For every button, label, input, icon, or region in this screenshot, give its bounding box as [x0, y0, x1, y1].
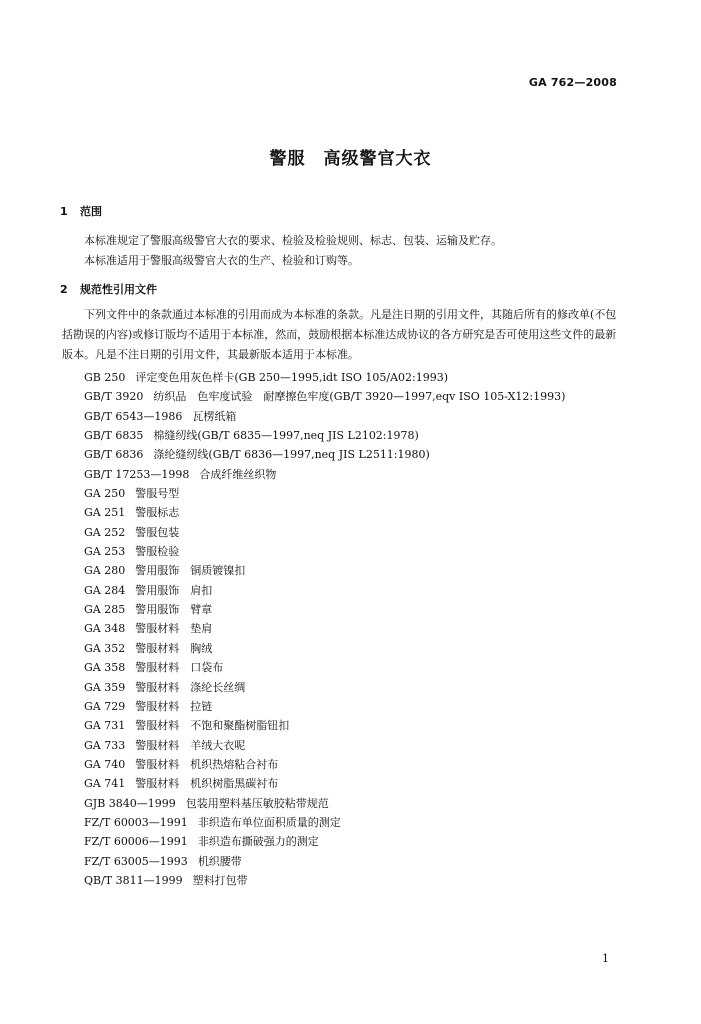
section-2-title: 规范性引用文件 [80, 283, 157, 296]
section-2-intro: 下列文件中的条款通过本标准的引用而成为本标准的条款。凡是注日期的引用文件，其随后所有的修改单(不包括勘误的内容)或修订版均不适用于本标准，然而，鼓励根据本标准达成协议的各方研究是否可使用这些文件的最新版本。凡是不注日期的引用文件，其最新版本适用于本标准。 [62, 308, 617, 361]
reference-code: GB/T 6836 [84, 448, 144, 462]
reference-code: GA 729 [84, 699, 126, 713]
reference-code: GB/T 6543—1986 [84, 409, 183, 423]
reference-item [84, 794, 565, 813]
reference-title: 警服包装 [135, 525, 180, 539]
reference-title: 警用服饰 臂章 [135, 603, 213, 617]
reference-code: QB/T 3811—1999 [84, 873, 183, 887]
reference-item [84, 678, 565, 697]
reference-item [84, 407, 565, 426]
reference-item [84, 503, 565, 522]
reference-code: GA 252 [84, 525, 126, 539]
reference-title: 警服材料 胸绒 [135, 641, 213, 655]
reference-title: 警服标志 [135, 506, 180, 520]
reference-item [84, 561, 565, 580]
reference-item [84, 813, 565, 832]
reference-title: 非织造布单位面积质量的测定 [197, 815, 341, 829]
reference-title: 警服材料 不饱和聚酯树脂钮扣 [135, 719, 290, 733]
reference-title: 瓦楞纸箱 [192, 409, 237, 423]
reference-code: GA 253 [84, 545, 126, 559]
reference-code: GA 284 [84, 583, 126, 597]
reference-item [84, 716, 565, 735]
reference-title: 警服材料 涤纶长丝绸 [135, 680, 246, 694]
reference-title: 警服检验 [135, 545, 180, 559]
reference-code: GA 250 [84, 487, 126, 501]
reference-code: FZ/T 63005—1993 [84, 854, 188, 868]
section-1-line-1: 本标准规定了警服高级警官大衣的要求、检验及检验规则、标志、包装、运输及贮存。 [84, 234, 502, 247]
page-number: 1 [602, 952, 609, 965]
reference-item [84, 736, 565, 755]
reference-title: 警服号型 [135, 487, 180, 501]
reference-code: GJB 3840—1999 [84, 796, 176, 810]
reference-code: GA 358 [84, 661, 126, 675]
reference-item [84, 619, 565, 638]
section-1-title: 范围 [80, 205, 102, 218]
reference-title: 警用服饰 铜质镀镍扣 [135, 564, 246, 578]
section-2-number: 2 [60, 283, 68, 296]
reference-title: 棉缝纫线(GB/T 6835—1997,neq JIS L2102:1978) [153, 429, 419, 443]
reference-item [84, 387, 565, 406]
reference-item [84, 852, 565, 871]
reference-code: GB/T 17253—1998 [84, 467, 190, 481]
reference-item [84, 368, 565, 387]
reference-code: GA 251 [84, 506, 126, 520]
reference-code: GA 285 [84, 603, 126, 617]
reference-title: 警服材料 拉链 [135, 699, 213, 713]
reference-title: 警用服饰 肩扣 [135, 583, 213, 597]
reference-item [84, 542, 565, 561]
reference-code: GB/T 3920 [84, 390, 144, 404]
reference-code: GA 741 [84, 777, 126, 791]
reference-title: 纺织品 色牢度试验 耐摩擦色牢度(GB/T 3920—1997,eqv ISO 105-X12:1993) [153, 390, 566, 404]
section-1-line-2: 本标准适用于警服高级警官大衣的生产、检验和订购等。 [84, 254, 359, 267]
section-1-heading [60, 203, 102, 219]
reference-item [84, 523, 565, 542]
reference-item [84, 871, 565, 890]
reference-item [84, 639, 565, 658]
reference-code: GA 348 [84, 622, 126, 636]
reference-item [84, 426, 565, 445]
reference-code: GA 731 [84, 719, 126, 733]
reference-title: 机织腰带 [197, 854, 242, 868]
reference-code: FZ/T 60006—1991 [84, 835, 188, 849]
reference-list [84, 368, 565, 890]
reference-item [84, 484, 565, 503]
reference-title: 涤纶缝纫线(GB/T 6836—1997,neq JIS L2511:1980) [153, 448, 430, 462]
reference-code: FZ/T 60003—1991 [84, 815, 188, 829]
reference-title: 警服材料 机织树脂黑碳衬布 [135, 777, 279, 791]
reference-code: GB/T 6835 [84, 429, 144, 443]
reference-item [84, 774, 565, 793]
reference-code: GA 280 [84, 564, 126, 578]
reference-code: GA 352 [84, 641, 126, 655]
reference-code: GB 250 [84, 371, 126, 384]
reference-code: GA 733 [84, 738, 126, 752]
standard-code: GA 762—2008 [528, 76, 617, 89]
reference-title: 塑料打包带 [192, 873, 248, 887]
reference-item [84, 445, 565, 464]
reference-item [84, 832, 565, 851]
reference-title: 警服材料 垫肩 [135, 622, 213, 636]
reference-title: 警服材料 羊绒大衣呢 [135, 738, 246, 752]
reference-code: GA 359 [84, 680, 126, 694]
reference-item [84, 581, 565, 600]
section-1-number: 1 [60, 205, 68, 218]
reference-item [84, 465, 565, 484]
reference-title: 非织造布撕破强力的测定 [197, 835, 319, 849]
reference-title: 合成纤维丝织物 [199, 467, 277, 481]
reference-item [84, 658, 565, 677]
reference-title: 警服材料 机织热熔粘合衬布 [135, 757, 279, 771]
document-title: 警服 高级警官大衣 [269, 149, 432, 169]
reference-title: 评定变色用灰色样卡(GB 250—1995,idt ISO 105/A02:1993) [135, 371, 449, 384]
reference-item [84, 697, 565, 716]
reference-title: 警服材料 口袋布 [135, 661, 224, 675]
reference-item [84, 755, 565, 774]
reference-title: 包装用塑料基压敏胶粘带规范 [185, 796, 329, 810]
reference-item [84, 600, 565, 619]
reference-code: GA 740 [84, 757, 126, 771]
section-2-heading [60, 281, 157, 297]
